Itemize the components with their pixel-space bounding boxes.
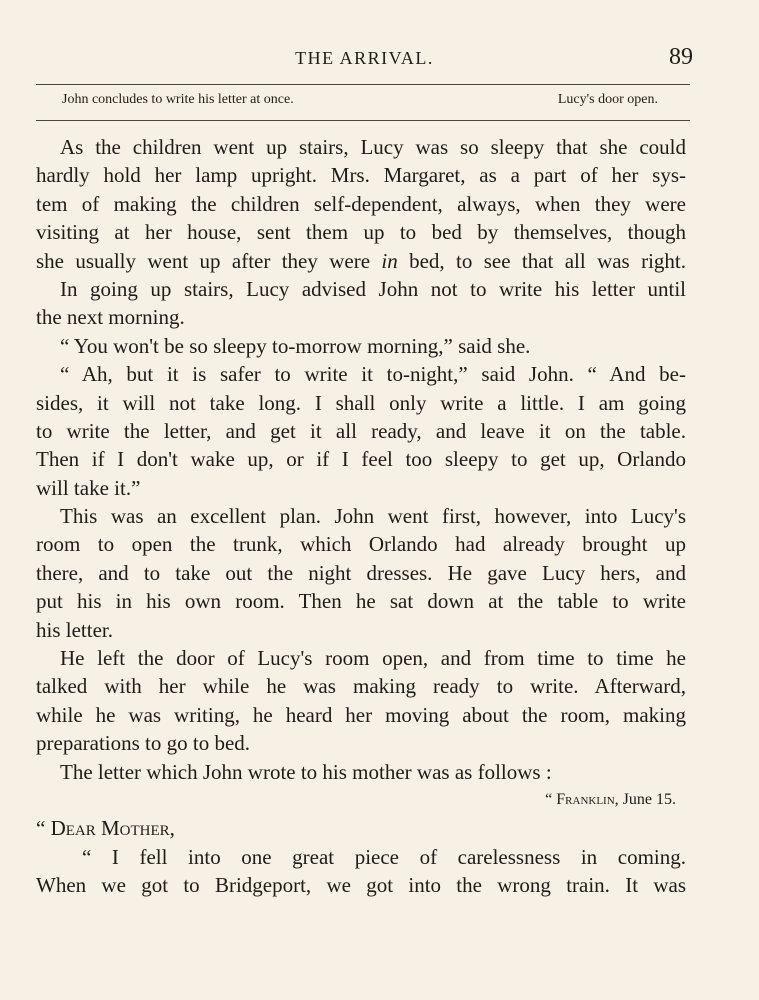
text-line: This was an excellent plan. John went first, however, into Lucy's <box>60 504 686 529</box>
text-line: the next morning. <box>36 305 185 330</box>
dateline-date: , June 15. <box>614 790 676 808</box>
text-line: “ I fell into one great piece of carelessness in coming. <box>82 844 686 869</box>
text-line: his letter. <box>36 617 113 642</box>
text-line: room to open the trunk, which Orlando had already brought up <box>36 532 686 557</box>
quote-mark: “ <box>545 790 557 808</box>
top-rule <box>36 84 690 85</box>
text-line: sides, it will not take long. I shall only write a little. I am going <box>36 390 686 415</box>
letter-dateline <box>36 786 686 814</box>
text-line: He left the door of Lucy's room open, and from time to time he <box>60 646 686 671</box>
text-line: talked with her while he was making ready to write. Afterward, <box>36 674 686 699</box>
text-line <box>36 247 686 275</box>
running-title: THE ARRIVAL. <box>295 48 434 68</box>
salutation-text: Dear Mother <box>50 816 170 841</box>
text-line: to write the letter, and get it all ready, and leave it on the table. <box>36 418 686 443</box>
marginal-notes <box>36 92 690 114</box>
sidenote-left: John concludes to write his letter at once. <box>62 92 294 107</box>
text-line: put his in his own room. Then he sat down at the table to write <box>36 589 686 614</box>
text-line: tem of making the children self-dependent, always, when they were <box>36 191 686 216</box>
text-line: preparations to go to bed. <box>36 731 251 756</box>
text-line: visiting at her house, sent them up to bed by themselves, though <box>36 220 686 245</box>
body-text <box>36 133 686 900</box>
text-fragment: she usually went up after they were <box>36 248 382 273</box>
quote-mark: “ <box>36 816 51 841</box>
sidenote-right: Lucy's door open. <box>557 92 658 107</box>
text-line: while he was writing, he heard her moving about the room, making <box>36 702 686 727</box>
page-number: 89 <box>669 44 693 70</box>
letter-salutation <box>36 814 686 842</box>
bottom-rule <box>36 120 690 121</box>
text-line: “ You won't be so sleepy to-morrow morning,” said she. <box>60 333 531 358</box>
running-head <box>36 44 693 74</box>
text-line: Then if I don't wake up, or if I feel too sleepy to get up, Orlando <box>36 447 686 472</box>
text-line: hardly hold her lamp upright. Mrs. Margaret, as a part of her sys- <box>36 163 686 188</box>
text-line: As the children went up stairs, Lucy was so sleepy that she could <box>60 135 686 159</box>
dateline-place: Franklin <box>556 790 615 808</box>
italic-word: in <box>381 248 398 273</box>
text-line: In going up stairs, Lucy advised John not to write his letter until <box>60 276 686 301</box>
text-line: The letter which John wrote to his mother was as follows : <box>60 759 552 784</box>
text-fragment: bed, to see that all was right. <box>397 248 686 273</box>
text-line: will take it.” <box>36 475 141 500</box>
text-line: When we got to Bridgeport, we got into the wrong train. It was <box>36 873 686 898</box>
text-line: “ Ah, but it is safer to write it to-night,” said John. “ And be- <box>60 362 686 387</box>
salutation-comma: , <box>169 816 175 841</box>
text-line: there, and to take out the night dresses. He gave Lucy hers, and <box>36 560 686 585</box>
